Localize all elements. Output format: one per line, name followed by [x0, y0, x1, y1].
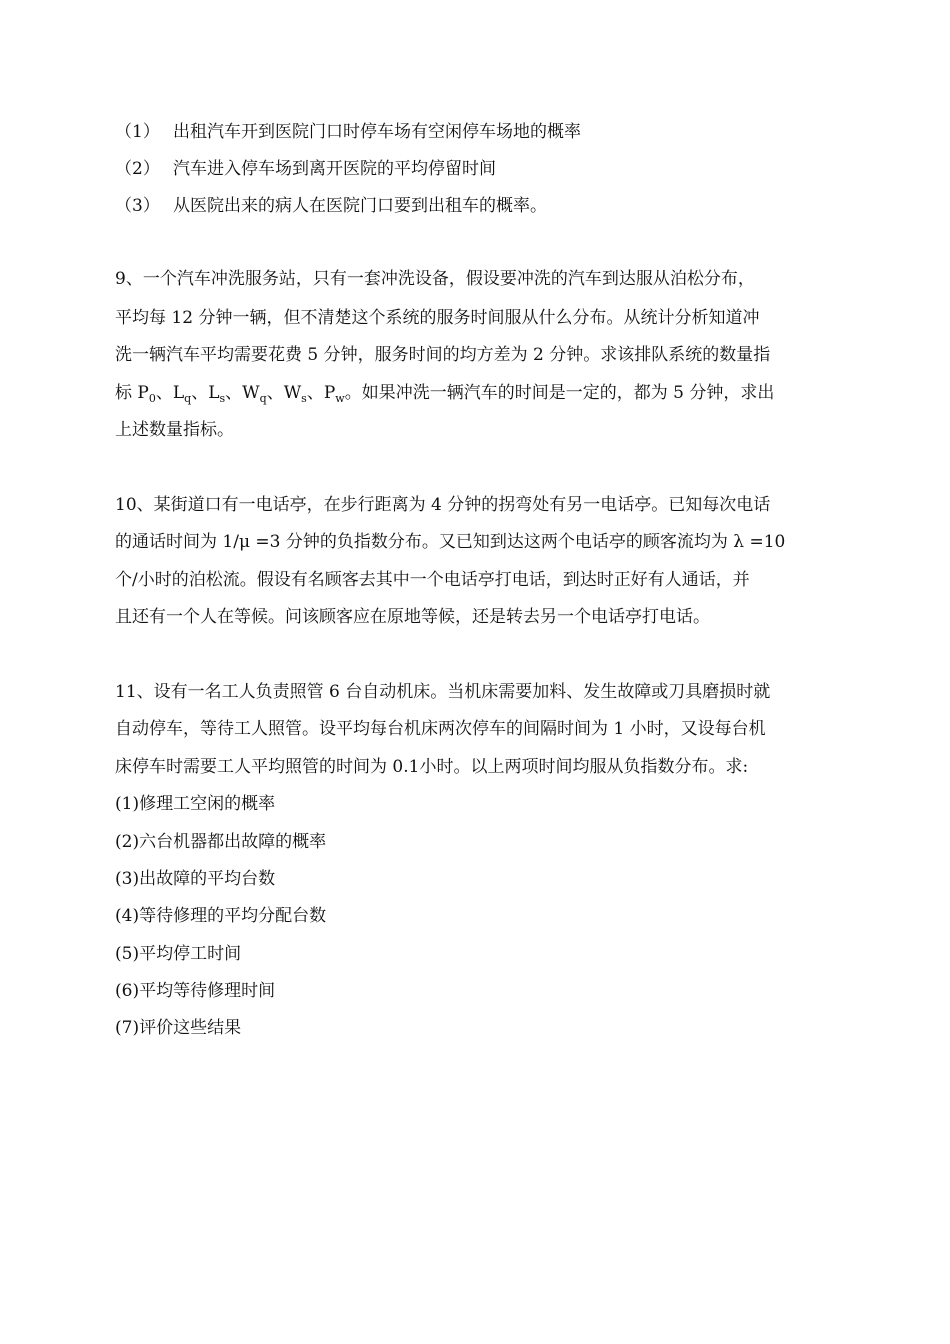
problem11-item-5: (5)平均停工时间: [115, 944, 242, 964]
problem10-line-2: 的通话时间为 1/μ =3 分钟的负指数分布。又已知到达这两个电话亭的顾客流均为 λ =10: [115, 532, 786, 552]
problem10-line-4: 且还有一个人在等候。问该顾客应在原地等候，还是转去另一个电话亭打电话。: [115, 607, 710, 627]
problem11-line-3: 床停车时需要工人平均照管的时间为 0.1小时。以上两项时间均服从负指数分布。求:: [115, 757, 749, 777]
part-text: 出租汽车开到医院门口时停车场有空闲停车场地的概率: [173, 122, 581, 142]
problem11-line-2: 自动停车，等待工人照管。设平均每台机床两次停车的间隔时间为 1 小时，又设每台机: [115, 719, 766, 739]
symbol-ws: $W_s$: [283, 383, 307, 405]
symbol-pw: $P_w$: [323, 383, 345, 405]
problem11-item-4: (4)等待修理的平均分配台数: [115, 906, 327, 926]
part-text: 从医院出来的病人在医院门口要到出租车的概率。: [173, 196, 547, 216]
symbol-p0: $P_0$: [137, 383, 156, 405]
part-label: （2）: [115, 159, 160, 179]
problem11-item-3: (3)出故障的平均台数: [115, 869, 276, 889]
problem9-line-2: 平均每 12 分钟一辆，但不清楚这个系统的服务时间服从什么分布。从统计分析知道冲: [115, 308, 760, 328]
problem11-item-2: (2)六台机器都出故障的概率: [115, 832, 327, 852]
problem9-line-1: 9、一个汽车冲洗服务站，只有一套冲洗设备，假设要冲洗的汽车到达服从泊松分布，: [115, 269, 755, 289]
problem8-part-2: [115, 159, 496, 179]
problem11-item-7: (7)评价这些结果: [115, 1018, 242, 1038]
problem9-line-4: 标 $P_0$、$L_q$、$L_s$、$W_q$、$W_s$、$P_w$。如果冲洗一辆汽车的时间是一定的，都为 5 分钟，求出: [115, 383, 775, 405]
symbol-wq: $W_q$: [242, 383, 267, 405]
problem9-line-5: 上述数量指标。: [115, 420, 234, 440]
metrics-suffix: 。如果冲洗一辆汽车的时间是一定的，都为 5 分钟，求出: [344, 383, 775, 403]
problem11-line-1: 11、设有一名工人负责照管 6 台自动机床。当机床需要加料、发生故障或刀具磨损时就: [115, 682, 771, 702]
problem11-item-1: (1)修理工空闲的概率: [115, 794, 276, 814]
problem10-line-1: 10、某街道口有一电话亭，在步行距离为 4 分钟的拐弯处有另一电话亭。已知每次电话: [115, 495, 771, 515]
problem8-part-3: [115, 196, 547, 216]
part-text: 汽车进入停车场到离开医院的平均停留时间: [173, 159, 496, 179]
problem10-line-3: 个/小时的泊松流。假设有名顾客去其中一个电话亭打电话，到达时正好有人通话，并: [115, 570, 750, 590]
problem11-item-6: (6)平均等待修理时间: [115, 981, 276, 1001]
metrics-prefix: 标: [115, 383, 138, 403]
symbol-lq: $L_q$: [172, 383, 192, 405]
problem9-line-3: 洗一辆汽车平均需要花费 5 分钟，服务时间的均方差为 2 分钟。求该排队系统的数量指: [115, 345, 771, 365]
problem8-part-1: [115, 122, 581, 142]
part-label: （1）: [115, 122, 160, 142]
symbol-ls: $L_s$: [208, 383, 226, 405]
part-label: （3）: [115, 196, 160, 216]
